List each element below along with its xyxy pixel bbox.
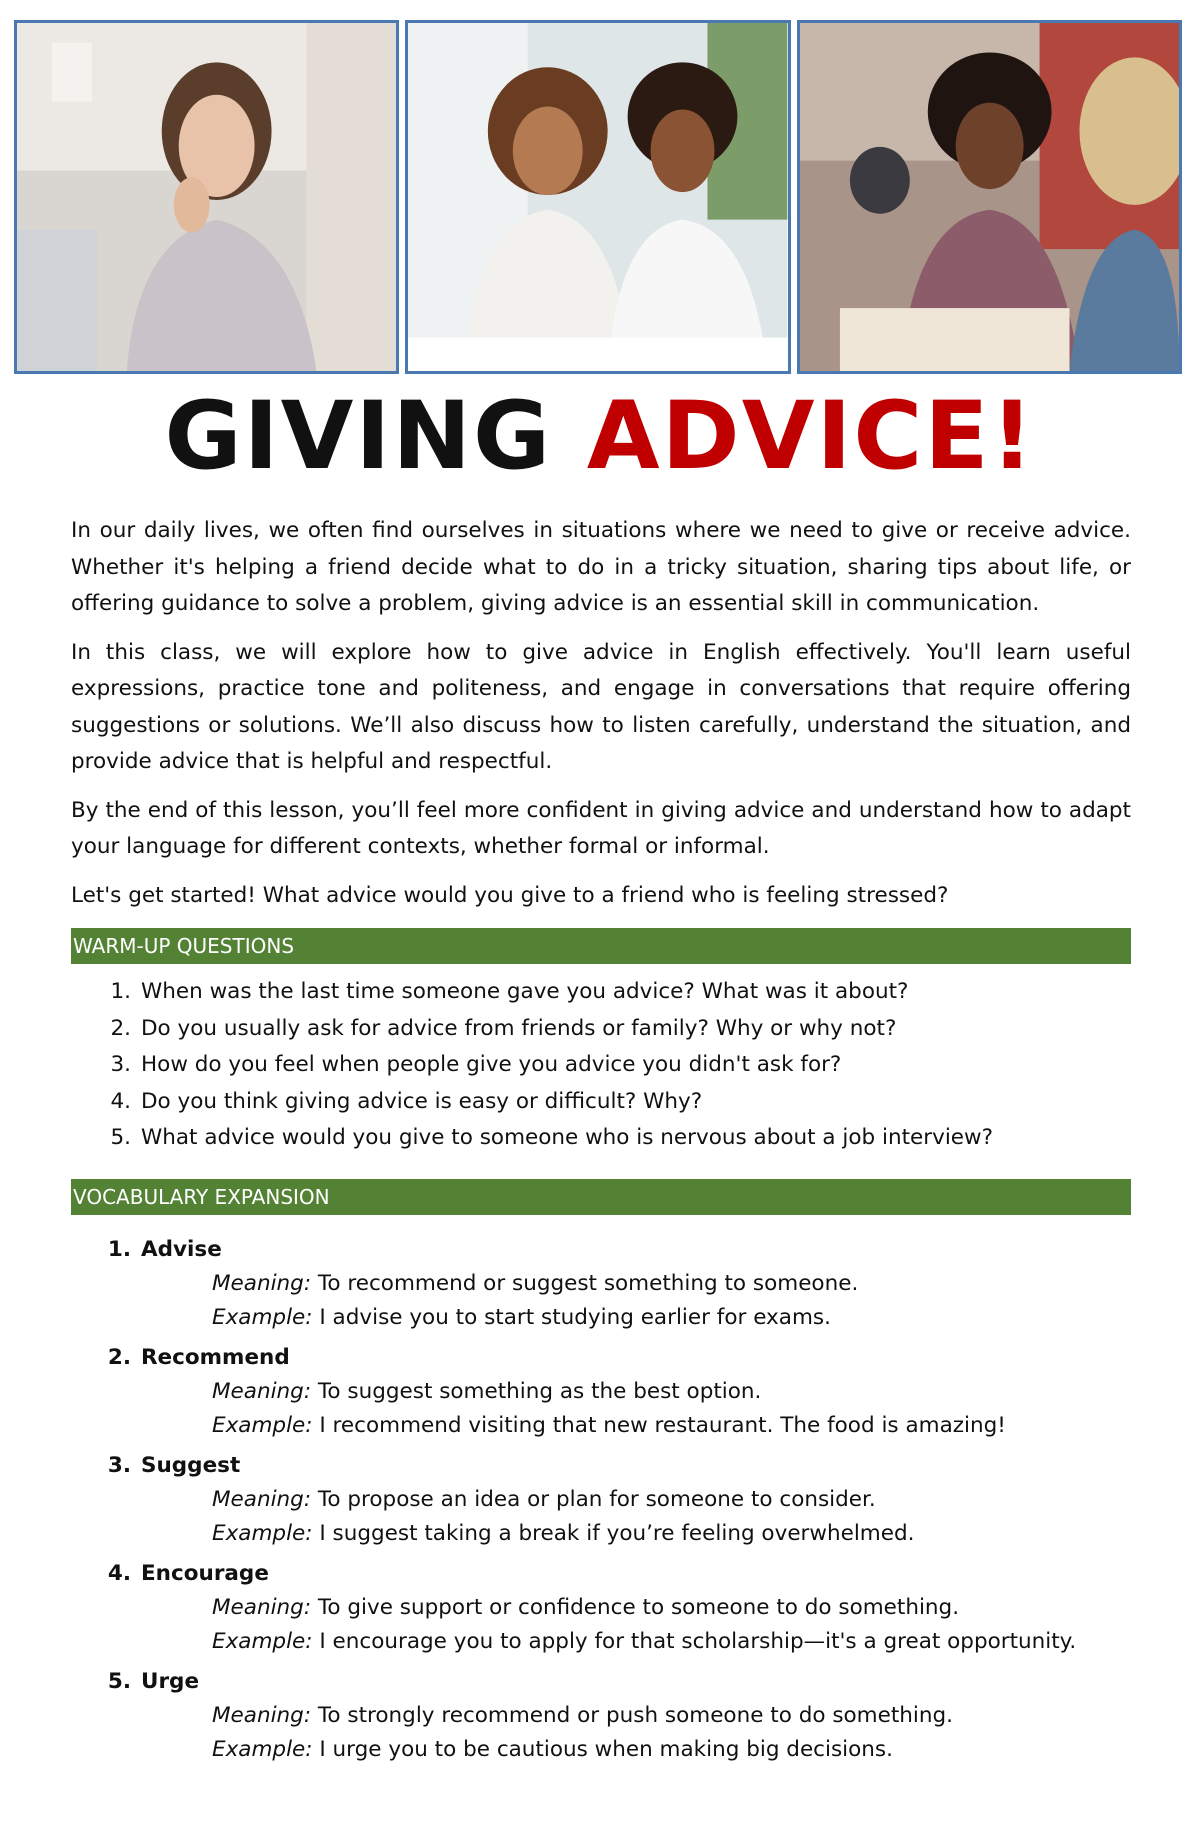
meaning-label: Meaning:: [212, 1486, 312, 1512]
vocab-number: 2.: [107, 1344, 131, 1370]
intro-paragraph-1: In our daily lives, we often find ourselves in situations where we need to give or receive advice. Whether it's helping a friend decide what to do in a tricky situation, sharing tips about life, or offering guidance to solve a problem, giving advice is an essential skill in communication.: [71, 518, 1131, 616]
vocab-meaning: [71, 1375, 1131, 1409]
example-text: I recommend visiting that new restaurant. The food is amazing!: [319, 1412, 1006, 1438]
title-part-advice: ADVICE!: [586, 382, 1036, 491]
meaning-label: Meaning:: [212, 1378, 312, 1404]
meaning-text: To recommend or suggest something to someone.: [317, 1270, 859, 1296]
vocab-word: Urge: [141, 1668, 200, 1694]
list-item: [71, 1011, 1131, 1048]
vocab-example: [71, 1733, 1131, 1767]
vocab-item-encourage: [71, 1557, 1131, 1659]
intro-paragraph-2: In this class, we will explore how to give advice in English effectively. You'll learn useful expressions, practice tone and politeness, and engage in conversations that require offering suggestions or solutions. We’ll also discuss how to listen carefully, understand the situation, and provide advice that is helpful and respectful.: [71, 639, 1131, 774]
question-text: What advice would you give to someone who is nervous about a job interview?: [141, 1125, 994, 1150]
list-item: [71, 1047, 1131, 1084]
title-part-giving: GIVING: [164, 382, 553, 491]
example-text: I urge you to be cautious when making big decisions.: [319, 1736, 893, 1762]
meaning-text: To suggest something as the best option.: [317, 1378, 762, 1404]
question-text: When was the last time someone gave you advice? What was it about?: [141, 979, 909, 1004]
photo-pensive-woman: [14, 20, 399, 374]
vocab-example: [71, 1409, 1131, 1443]
question-number: 1.: [110, 979, 131, 1004]
example-label: Example:: [212, 1736, 313, 1762]
vocab-word: Recommend: [141, 1344, 290, 1370]
vocab-word: Encourage: [141, 1560, 269, 1586]
warmup-question-list: [71, 974, 1131, 1157]
vocab-example: [71, 1301, 1131, 1335]
meaning-text: To give support or confidence to someone to do something.: [317, 1594, 960, 1620]
main-content: [71, 513, 1131, 1773]
question-number: 3.: [110, 1052, 131, 1077]
page-title: [0, 382, 1200, 492]
example-label: Example:: [212, 1304, 313, 1330]
example-text: I encourage you to apply for that scholarship—it's a great opportunity.: [319, 1628, 1077, 1654]
question-number: 2.: [110, 1015, 131, 1041]
vocab-meaning: [71, 1699, 1131, 1733]
example-text: I suggest taking a break if you’re feeling overwhelmed.: [319, 1520, 915, 1546]
vocab-meaning: [71, 1483, 1131, 1517]
meaning-label: Meaning:: [212, 1594, 312, 1620]
question-number: 4.: [110, 1088, 131, 1114]
vocab-number: 3.: [107, 1452, 131, 1478]
vocab-meaning: [71, 1591, 1131, 1625]
question-text: Do you think giving advice is easy or difficult? Why?: [141, 1088, 703, 1114]
intro-paragraph-3: By the end of this lesson, you’ll feel more confident in giving advice and understand how to adapt your language for different contexts, whether formal or informal.: [71, 797, 1131, 859]
intro-paragraph-4: Let's get started! What advice would you give to a friend who is feeling stressed?: [71, 882, 949, 908]
vocab-item-urge: [71, 1665, 1131, 1767]
meaning-text: To propose an idea or plan for someone to consider.: [317, 1486, 876, 1512]
vocab-example: [71, 1517, 1131, 1551]
vocab-item-recommend: [71, 1341, 1131, 1443]
example-label: Example:: [212, 1628, 313, 1654]
list-item: [71, 1084, 1131, 1121]
vocab-item-suggest: [71, 1449, 1131, 1551]
example-label: Example:: [212, 1520, 313, 1546]
vocab-number: 5.: [107, 1668, 131, 1694]
example-label: Example:: [212, 1412, 313, 1438]
list-item: [71, 974, 1131, 1011]
vocab-heading: VOCABULARY EXPANSION: [71, 1179, 1131, 1215]
warmup-heading: WARM-UP QUESTIONS: [71, 928, 1131, 964]
vocab-meaning: [71, 1267, 1131, 1301]
vocab-number: 1.: [107, 1236, 131, 1262]
meaning-label: Meaning:: [212, 1270, 312, 1296]
vocab-word: Advise: [141, 1236, 222, 1262]
vocab-example: [71, 1625, 1131, 1659]
vocab-item-advise: [71, 1233, 1131, 1335]
meaning-text: To strongly recommend or push someone to do something.: [317, 1702, 953, 1728]
question-number: 5.: [110, 1125, 131, 1150]
photo-students-discussing: [797, 20, 1182, 374]
question-text: How do you feel when people give you advice you didn't ask for?: [141, 1052, 842, 1077]
question-text: Do you usually ask for advice from friends or family? Why or why not?: [141, 1015, 897, 1041]
vocab-list: [71, 1233, 1131, 1767]
list-item: [71, 1120, 1131, 1157]
meaning-label: Meaning:: [212, 1702, 312, 1728]
example-text: I advise you to start studying earlier for exams.: [319, 1304, 831, 1330]
vocab-number: 4.: [107, 1560, 131, 1586]
photo-strip: [14, 20, 1182, 374]
photo-two-women-talking: [405, 20, 790, 374]
vocab-word: Suggest: [141, 1452, 241, 1478]
